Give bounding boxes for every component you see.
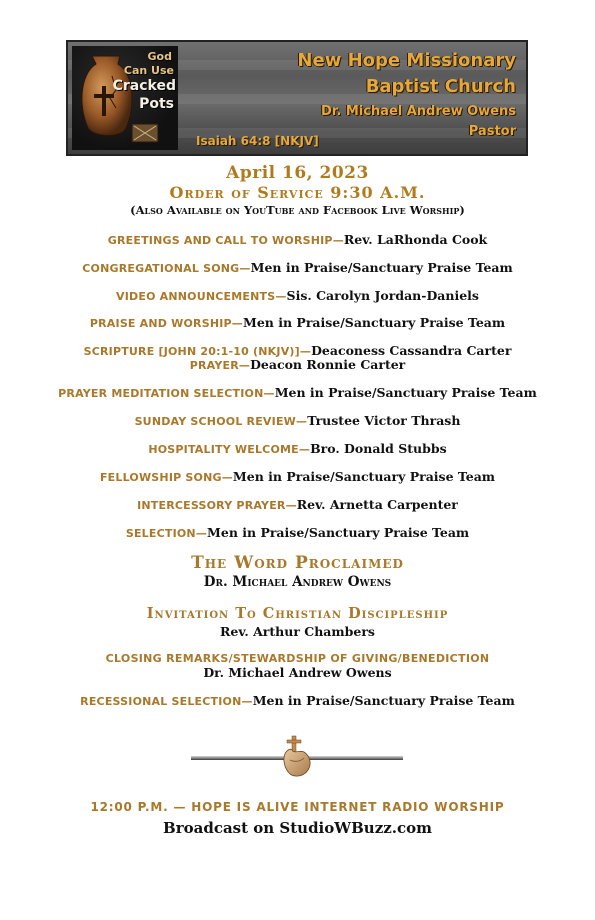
- program-item-person: Men in Praise/Sanctuary Praise Team: [252, 693, 515, 708]
- program-item-person: Men in Praise/Sanctuary Praise Team: [243, 315, 506, 330]
- program-item-label: PRAYER MEDITATION SELECTION—: [58, 387, 275, 400]
- cracked-pot-image: [72, 46, 178, 150]
- program-item: [0, 497, 595, 512]
- church-banner: [66, 40, 528, 156]
- availability-note: (Also Available on YouTube and Facebook Live Worship): [130, 203, 465, 217]
- closing-speaker: Dr. Michael Andrew Owens: [203, 665, 392, 680]
- program-item-person: Men in Praise/Sanctuary Praise Team: [274, 385, 537, 400]
- pastor-name: Dr. Michael Andrew Owens: [321, 104, 516, 119]
- program-item-person: Men in Praise/Sanctuary Praise Team: [232, 469, 496, 484]
- program-item-person: Trustee Victor Thrash: [307, 413, 461, 428]
- program-item: [0, 693, 595, 708]
- program-item-person: Men in Praise/Sanctuary Praise Team: [250, 260, 513, 275]
- program-item-label: FELLOWSHIP SONG—: [99, 471, 233, 484]
- pastor-title: Pastor: [468, 124, 516, 139]
- program-item-label: VIDEO ANNOUNCEMENTS—: [116, 290, 287, 303]
- program-item-label: PRAYER—: [189, 359, 251, 372]
- program-item: [0, 413, 595, 428]
- program-item-label: SUNDAY SCHOOL REVIEW—: [134, 415, 308, 428]
- program-item: [0, 260, 595, 275]
- closing-heading: CLOSING REMARKS/STEWARDSHIP OF GIVING/BENEDICTION: [105, 652, 490, 665]
- pot-text-line: Cracked: [112, 78, 176, 94]
- radio-worship-line: 12:00 P.M. — HOPE IS ALIVE INTERNET RADIO WORSHIP: [90, 800, 505, 814]
- pot-text-line: God: [147, 50, 172, 63]
- program-item: [0, 343, 595, 358]
- program-item: [0, 385, 595, 400]
- program-item-person: Sis. Carolyn Jordan-Daniels: [286, 288, 479, 303]
- program-item-label: SCRIPTURE [JOHN 20:1-10 (NKJV)]—: [83, 345, 312, 358]
- church-name-line1: New Hope Missionary: [297, 50, 516, 71]
- program-item: [0, 288, 595, 303]
- program-item: [0, 357, 595, 372]
- pot-text-line: Pots: [139, 96, 174, 112]
- word-proclaimed-speaker: Dr. Michael Andrew Owens: [203, 574, 392, 590]
- program-item-person: Bro. Donald Stubbs: [310, 441, 447, 456]
- program-item-person: Rev. LaRhonda Cook: [343, 232, 488, 247]
- program-item-person: Deacon Ronnie Carter: [250, 357, 406, 372]
- church-name-line2: Baptist Church: [365, 76, 516, 97]
- pot-text-line: Can Use: [123, 64, 174, 77]
- program-item: [0, 525, 595, 540]
- program-item-label: CONGREGATIONAL SONG—: [82, 262, 251, 275]
- program-item-label: SELECTION—: [125, 527, 208, 540]
- program-item: [0, 232, 595, 247]
- program-item: [0, 441, 595, 456]
- word-proclaimed-heading: The Word Proclaimed: [191, 553, 404, 573]
- program-item: [0, 315, 595, 330]
- program-item-person: Deaconess Cassandra Carter: [311, 343, 512, 358]
- program-item-label: INTERCESSORY PRAYER—: [137, 499, 297, 512]
- program-item-label: HOSPITALITY WELCOME—: [148, 443, 311, 456]
- program-item-person: Men in Praise/Sanctuary Praise Team: [207, 525, 470, 540]
- invitation-heading: Invitation To Christian Discipleship: [146, 605, 449, 622]
- order-of-service-heading: Order of Service 9:30 A.M.: [169, 183, 426, 202]
- broadcast-line: Broadcast on StudioWBuzz.com: [163, 819, 432, 837]
- program-item: [0, 469, 595, 484]
- program-item-person: Rev. Arnetta Carpenter: [296, 497, 458, 512]
- scripture-verse: Isaiah 64:8 [NKJV]: [196, 134, 319, 148]
- service-date: April 16, 2023: [226, 163, 369, 183]
- invitation-speaker: Rev. Arthur Chambers: [220, 624, 375, 639]
- hand-cross-icon: [278, 734, 318, 778]
- program-item-label: RECESSIONAL SELECTION—: [80, 695, 253, 708]
- program-item-label: PRAISE AND WORSHIP—: [89, 317, 243, 330]
- program-item-label: GREETINGS AND CALL TO WORSHIP—: [107, 234, 344, 247]
